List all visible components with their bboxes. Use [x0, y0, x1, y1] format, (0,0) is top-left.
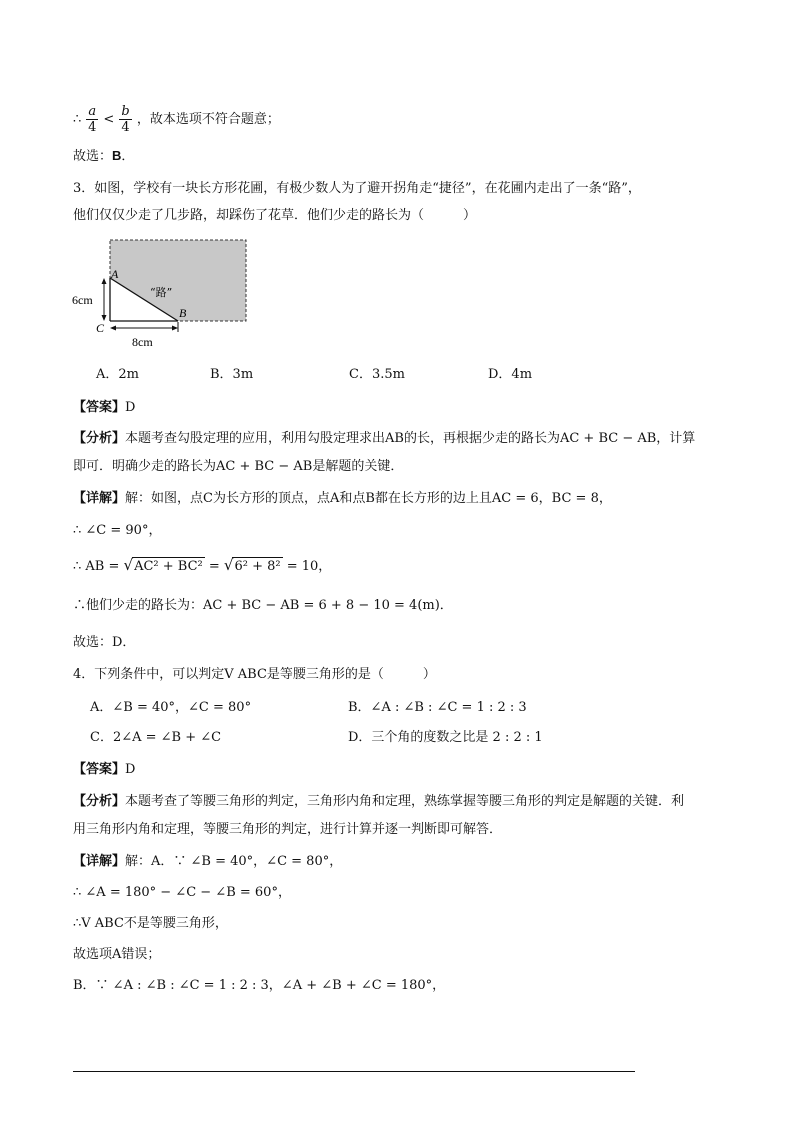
q4-option-d: D．三个角的度数之比是 2 : 2 : 1 — [348, 730, 543, 745]
q3-stem-line1: 3．如图，学校有一块长方形花圃，有极少数人为了避开拐角走“捷径”，在花圃内走出了一条“路”， — [73, 181, 641, 196]
fraction-b-over-4: $\frac{b}{4}$ — [121, 104, 130, 135]
q3-option-a: A．2m — [96, 367, 139, 382]
label-c: C — [96, 321, 105, 335]
footer-rule — [73, 1071, 635, 1072]
q4-detail-line5: B．∵ ∠A : ∠B : ∠C = 1 : 2 : 3，∠A + ∠B + ∠C = 180°， — [73, 978, 446, 993]
fraction-a-over-4: $\frac{a}{4}$ — [88, 104, 97, 135]
q4-option-b: B．∠A : ∠B : ∠C = 1 : 2 : 3 — [348, 700, 527, 715]
q4-stem-line: 4．下列条件中，可以判定V ABC是等腰三角形的是（ ） — [73, 667, 436, 682]
prev-conclusion-line: ∴ $\frac{a}{4}$ < $\frac{b}{4}$ ，故本选项不符合题意； — [73, 104, 280, 135]
q4-option-a: A．∠B = 40°，∠C = 80° — [90, 700, 252, 715]
q3-option-c: C．3.5m — [349, 367, 405, 382]
q3-choose-line: 故选：D． — [73, 635, 136, 650]
q3-option-d: D．4m — [488, 367, 533, 382]
q4-detail-line2: ∴ ∠A = 180° − ∠C − ∠B = 60°， — [73, 885, 291, 900]
height-arrow-top — [102, 278, 107, 284]
garden-diagram — [70, 236, 260, 354]
q3-analysis-line1: 【分析】本题考查勾股定理的应用，利用勾股定理求出AB的长，再根据少走的路长为AC + BC − AB，计算 — [73, 431, 696, 446]
q4-detail-line3: ∴V ABC不是等腰三角形， — [73, 916, 228, 931]
q4-analysis-line2: 用三角形内角和定理，等腰三角形的判定，进行计算并逐一判断即可解答． — [73, 822, 503, 837]
width-arrow-left — [110, 326, 116, 331]
q4-analysis-line1: 【分析】本题考查了等腰三角形的判定，三角形内角和定理，熟练掌握等腰三角形的判定是解题的关键．利 — [73, 794, 685, 809]
radical-6-8: 6² + 8² — [234, 559, 281, 574]
label-height: 6cm — [72, 293, 93, 307]
q3-detail-line2: ∴ ∠C = 90°， — [73, 523, 162, 538]
width-arrow-right — [172, 326, 178, 331]
label-road: “路” — [150, 286, 173, 299]
label-width: 8cm — [132, 335, 153, 349]
q3-answer-line: 【答案】D — [73, 400, 136, 415]
label-b: B — [179, 306, 187, 320]
q4-detail-line1: 【详解】解：A．∵ ∠B = 40°，∠C = 80°， — [73, 854, 343, 869]
q3-stem-line2: 他们仅仅少走了几步路，却踩伤了花草．他们少走的路长为（ ） — [73, 208, 477, 223]
therefore-symbol: ∴ — [73, 112, 82, 127]
radical-ac-bc: AC² + BC² — [134, 559, 203, 574]
q3-detail-line4: ∴他们少走的路长为：AC + BC − AB = 6 + 8 − 10 = 4(m)． — [73, 598, 453, 613]
label-a: A — [111, 267, 119, 281]
q4-option-c: C．2∠A = ∠B + ∠C — [90, 730, 222, 745]
q4-answer-line: 【答案】D — [73, 762, 136, 777]
q4-detail-line4: 故选项A错误； — [73, 947, 161, 962]
q3-analysis-line2: 即可．明确少走的路长为AC + BC − AB是解题的关键． — [73, 459, 404, 474]
q3-detail-line3: ∴ AB = √AC² + BC² = √6² + 8² = 10， — [73, 556, 332, 574]
q3-option-b: B．3m — [210, 367, 254, 382]
prev-choose-line: 故选：B． — [73, 148, 135, 164]
q3-detail-line1: 【详解】解：如图，点C为长方形的顶点，点A和点B都在长方形的边上且AC = 6，BC = 8， — [73, 491, 612, 506]
